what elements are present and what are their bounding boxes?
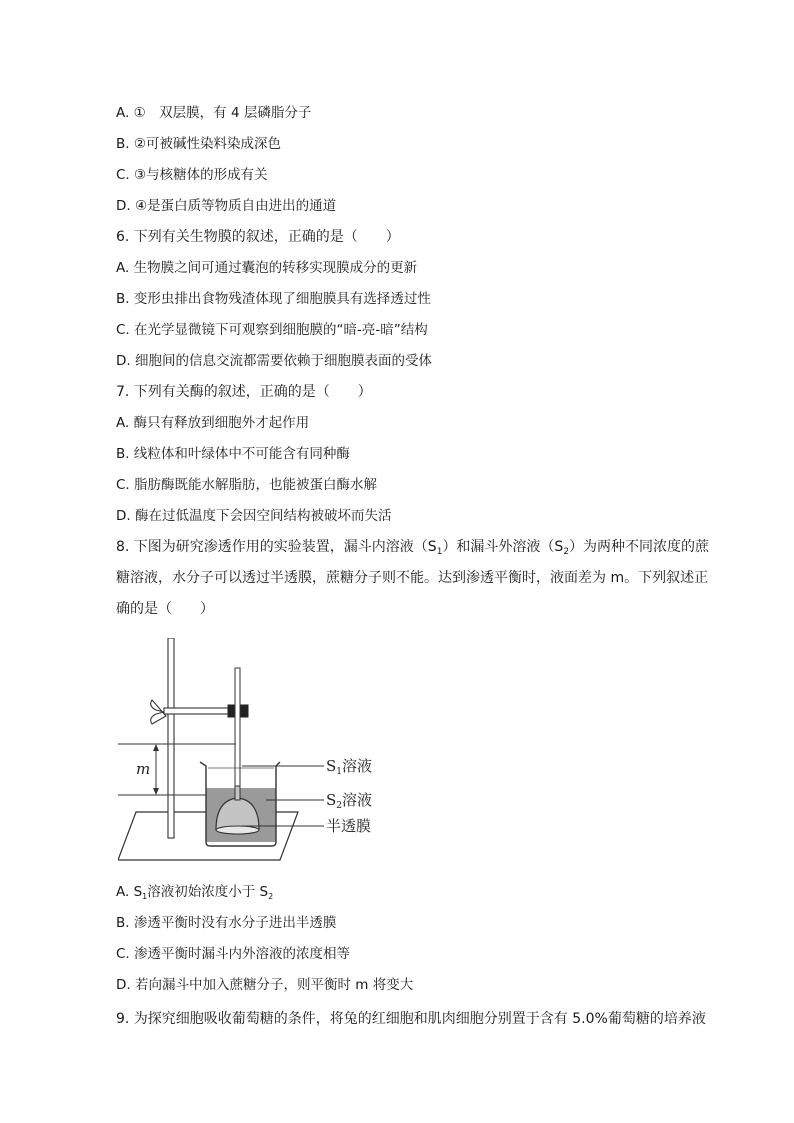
q5-option-d: D. ④是蛋白质等物质自由进出的通道 <box>116 198 337 214</box>
q6-stem: 6. 下列有关生物膜的叙述，正确的是（ ） <box>116 229 400 245</box>
q8-option-d: D. 若向漏斗中加入蔗糖分子，则平衡时 m 将变大 <box>116 977 414 993</box>
q5-option-a: A. ① 双层膜，有 4 层磷脂分子 <box>116 105 312 121</box>
s2-label: $S_2$溶液 <box>326 791 373 811</box>
q6-option-d: D. 细胞间的信息交流都需要依赖于细胞膜表面的受体 <box>116 353 432 369</box>
q6-option-b: B. 变形虫排出食物残渣体现了细胞膜具有选择透过性 <box>116 291 431 307</box>
q8-option-a: A. $S_1$溶液初始浓度小于 $S_2$ <box>116 884 274 901</box>
clamp-arm <box>164 708 230 714</box>
q9-stem: 9. 为探究细胞吸收葡萄糖的条件，将兔的红细胞和肌肉细胞分别置于含有 5.0%葡萄糖的培养液 <box>116 1011 706 1027</box>
stand-pole <box>168 638 174 838</box>
m-label: m <box>136 760 151 778</box>
q7-stem: 7. 下列有关酶的叙述，正确的是（ ） <box>116 384 372 400</box>
q8-stem-line3: 确的是（ ） <box>116 601 214 617</box>
q8-option-b: B. 渗透平衡时没有水分子进出半透膜 <box>116 915 337 931</box>
q6-option-a: A. 生物膜之间可通过囊泡的转移实现膜成分的更新 <box>116 260 418 276</box>
q8-stem-line1: 8. 下图为研究渗透作用的实验装置，漏斗内溶液$(S_1)$和漏斗外溶液$(S_2)$为两种不同浓度的蔗 <box>116 539 710 557</box>
q5-option-b: B. ②可被碱性染料染成深色 <box>116 136 281 152</box>
q8-option-c: C. 渗透平衡时漏斗内外溶液的浓度相等 <box>116 946 351 962</box>
q7-option-d: D. 酶在过低温度下会因空间结构被破坏而失活 <box>116 508 392 524</box>
s1-label: $S_1$溶液 <box>326 757 373 777</box>
osmosis-apparatus-figure <box>118 638 388 870</box>
q8-stem-line2: 糖溶液，水分子可以透过半透膜，蔗糖分子则不能。达到渗透平衡时，液面差为 m。下列叙述正 <box>116 570 709 586</box>
q6-option-c: C. 在光学显微镜下可观察到细胞膜的“暗-亮-暗”结构 <box>116 322 428 338</box>
q7-option-a: A. 酶只有释放到细胞外才起作用 <box>116 415 310 431</box>
membrane-label: 半透膜 <box>326 817 372 835</box>
semipermeable-membrane <box>216 826 259 834</box>
q7-option-b: B. 线粒体和叶绿体中不可能含有同种酶 <box>116 446 350 462</box>
q5-option-c: C. ③与核糖体的形成有关 <box>116 167 268 183</box>
q7-option-c: C. 脂肪酶既能水解脂肪，也能被蛋白酶水解 <box>116 477 378 493</box>
